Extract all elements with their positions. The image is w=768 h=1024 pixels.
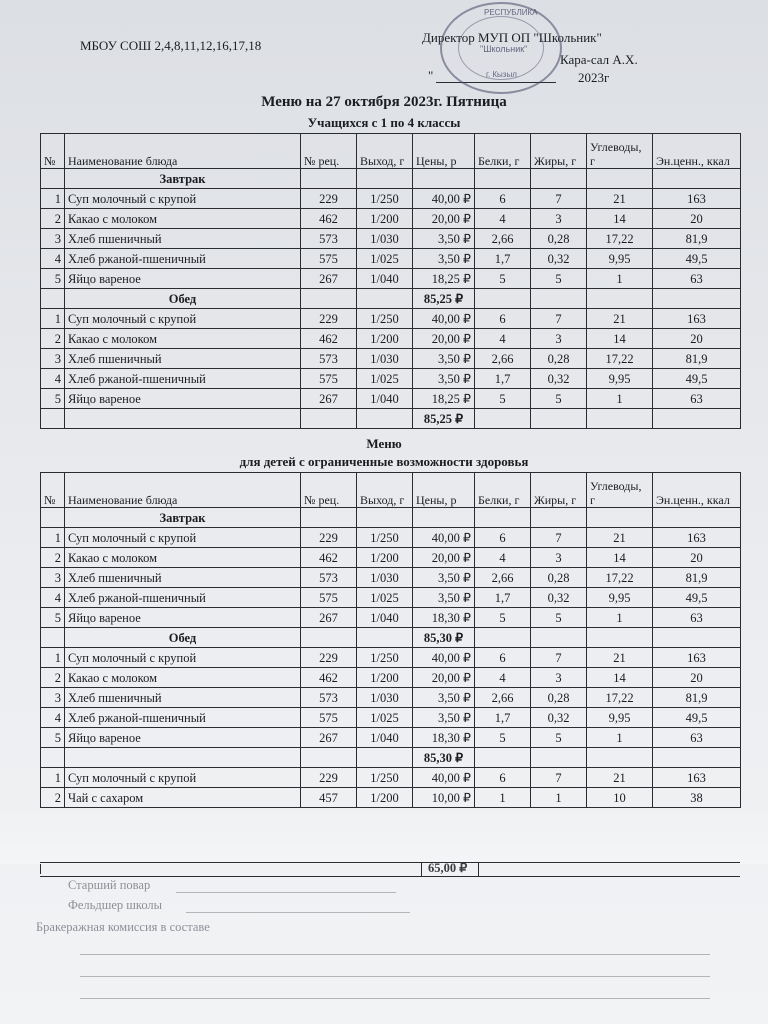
table-cell: 2,66 (475, 349, 531, 369)
table-cell: 5 (531, 728, 587, 748)
table-cell: 1 (531, 788, 587, 808)
menu2-subtitle: для детей с ограниченные возможности здоровья (239, 454, 529, 469)
table-cell: 3 (41, 229, 65, 249)
table-cell: 20 (653, 668, 741, 688)
table-cell: 1/040 (357, 728, 413, 748)
table-header-row (41, 134, 741, 169)
table-cell: 49,5 (653, 708, 741, 728)
table-cell: 163 (653, 768, 741, 788)
table-cell: 0,28 (531, 688, 587, 708)
table-cell: 7 (531, 528, 587, 548)
table-col-edge-2 (478, 862, 479, 876)
table-cell: 163 (653, 648, 741, 668)
column-header: Эн.ценн., ккал (653, 473, 741, 508)
table-cell: 575 (301, 249, 357, 269)
table-cell: 6 (475, 309, 531, 329)
menu-table-special-needs (40, 472, 741, 808)
table-cell: 1 (41, 528, 65, 548)
column-header: № рец. (301, 473, 357, 508)
table-cell: Какао с молоком (65, 548, 301, 568)
table-row (41, 668, 741, 688)
table-cell: 2,66 (475, 688, 531, 708)
table-cell: 5 (475, 389, 531, 409)
table-cell: 4 (475, 548, 531, 568)
section-row (41, 169, 741, 189)
table-cell: 1/030 (357, 568, 413, 588)
table-cell: 1/200 (357, 668, 413, 688)
table-cell: 7 (531, 648, 587, 668)
section-name: Завтрак (65, 508, 301, 528)
table-cell: 4 (475, 329, 531, 349)
table-cell: 21 (587, 768, 653, 788)
table-row (41, 309, 741, 329)
table-cell: 229 (301, 189, 357, 209)
table-cell: 1/250 (357, 768, 413, 788)
commission-line-3 (80, 998, 710, 999)
table-cell: 10,00 ₽ (413, 788, 475, 808)
table-cell: 21 (587, 648, 653, 668)
table-cell: Яйцо вареное (65, 269, 301, 289)
table-cell: 163 (653, 189, 741, 209)
table-cell: 20,00 ₽ (413, 209, 475, 229)
table-cell: 3,50 ₽ (413, 588, 475, 608)
partial-total: 65,00 ₽ (428, 861, 468, 875)
section-row (41, 748, 741, 768)
menu-title: Меню на 27 октября 2023г. Пятница (261, 94, 507, 110)
table-row (41, 369, 741, 389)
table-cell: 3 (531, 548, 587, 568)
table-cell: 573 (301, 688, 357, 708)
table-cell: 0,28 (531, 568, 587, 588)
table-cell: 4 (41, 708, 65, 728)
table-cell: 38 (653, 788, 741, 808)
column-header: Жиры, г (531, 134, 587, 169)
table-cell: 20,00 ₽ (413, 548, 475, 568)
table-cell: 18,25 ₽ (413, 389, 475, 409)
table-cell: 4 (475, 209, 531, 229)
table-cell: 9,95 (587, 588, 653, 608)
stamp-text-center: "Школьник" (480, 44, 528, 54)
column-header: Эн.ценн., ккал (653, 134, 741, 169)
table-cell: 63 (653, 389, 741, 409)
table-cell: Суп молочный с крупой (65, 528, 301, 548)
director-name: Кара-сал А.Х. (560, 52, 638, 67)
table-cell: 40,00 ₽ (413, 189, 475, 209)
table-cell: 1 (587, 389, 653, 409)
table-cell: 0,32 (531, 708, 587, 728)
table-cell: 3 (41, 688, 65, 708)
table-cell: Хлеб пшеничный (65, 568, 301, 588)
table-cell: 1/025 (357, 249, 413, 269)
table-cell: 5 (41, 608, 65, 628)
table-row (41, 548, 741, 568)
table-cell: 575 (301, 369, 357, 389)
table-cell: 229 (301, 648, 357, 668)
section-name: Обед (65, 628, 301, 648)
table-cell: 462 (301, 548, 357, 568)
table-cell: 40,00 ₽ (413, 648, 475, 668)
table-cell: 0,32 (531, 249, 587, 269)
column-header: № рец. (301, 134, 357, 169)
commission-label: Бракеражная комиссия в составе (36, 920, 210, 934)
table-cell: Какао с молоком (65, 668, 301, 688)
table-cell: 3,50 ₽ (413, 688, 475, 708)
table-cell: 1,7 (475, 369, 531, 389)
table-cell: 2 (41, 329, 65, 349)
table-cell: 1/030 (357, 229, 413, 249)
section-total (413, 508, 475, 528)
table-cell: 462 (301, 329, 357, 349)
table-row (41, 528, 741, 548)
column-header: Наименование блюда (65, 473, 301, 508)
table-cell: 6 (475, 648, 531, 668)
table-row (41, 269, 741, 289)
table-cell: 17,22 (587, 568, 653, 588)
table-cell: 2 (41, 209, 65, 229)
table-cell: 229 (301, 528, 357, 548)
table-cell: 1/040 (357, 269, 413, 289)
table-bottom-border-2 (40, 876, 740, 877)
table-cell: 5 (41, 269, 65, 289)
section-name (65, 748, 301, 768)
menu-table-grades-1-4 (40, 133, 741, 429)
table-cell: 1/200 (357, 548, 413, 568)
table-cell: 1/025 (357, 588, 413, 608)
table-cell: 5 (475, 728, 531, 748)
table-row (41, 728, 741, 748)
table-cell: 1/200 (357, 788, 413, 808)
table-cell: 0,28 (531, 229, 587, 249)
table-cell: 163 (653, 528, 741, 548)
table-cell: Яйцо вареное (65, 608, 301, 628)
table-row (41, 588, 741, 608)
table-cell: 1/025 (357, 369, 413, 389)
table-cell: 1/250 (357, 189, 413, 209)
column-header: № (41, 473, 65, 508)
table-cell: 10 (587, 788, 653, 808)
stamp-text-top: РЕСПУБЛИКА (484, 8, 538, 17)
table-cell: 1 (41, 309, 65, 329)
table-cell: 5 (41, 728, 65, 748)
table-cell: 267 (301, 728, 357, 748)
final-total-row (41, 409, 741, 429)
table-cell: 5 (41, 389, 65, 409)
table-cell: 1 (475, 788, 531, 808)
table-cell: 229 (301, 768, 357, 788)
table-cell: 63 (653, 728, 741, 748)
section-total: 85,30 ₽ (413, 628, 475, 648)
table-cell: Суп молочный с крупой (65, 309, 301, 329)
table-row (41, 189, 741, 209)
cook-signature-line (176, 892, 396, 893)
approval-year: 2023г (578, 70, 610, 85)
table-cell: 3,50 ₽ (413, 708, 475, 728)
table-cell: 1 (41, 648, 65, 668)
table-cell: 6 (475, 528, 531, 548)
table-cell: 1 (41, 768, 65, 788)
table-cell: Суп молочный с крупой (65, 768, 301, 788)
table-cell: Хлеб пшеничный (65, 349, 301, 369)
table-cell: 1/030 (357, 349, 413, 369)
table-cell: 2 (41, 548, 65, 568)
table-cell: 1/040 (357, 389, 413, 409)
table-cell: 18,30 ₽ (413, 728, 475, 748)
table-bottom-border (40, 862, 740, 863)
table-cell: 81,9 (653, 688, 741, 708)
cook-label: Старший повар (68, 878, 151, 892)
table-cell: 1,7 (475, 588, 531, 608)
table-row (41, 209, 741, 229)
table-cell: 3 (41, 568, 65, 588)
date-quote: " (428, 68, 434, 83)
table-cell: Яйцо вареное (65, 389, 301, 409)
table-cell: 17,22 (587, 229, 653, 249)
table-cell: Суп молочный с крупой (65, 648, 301, 668)
table-cell: 575 (301, 588, 357, 608)
table-cell: 18,25 ₽ (413, 269, 475, 289)
column-header: Белки, г (475, 134, 531, 169)
table-cell: 1/025 (357, 708, 413, 728)
column-header: Выход, г (357, 473, 413, 508)
signature-block (0, 862, 768, 1024)
table-row (41, 249, 741, 269)
column-header: Наименование блюда (65, 134, 301, 169)
table-row (41, 389, 741, 409)
table-cell: 14 (587, 668, 653, 688)
table-cell: 3 (41, 349, 65, 369)
table-cell: 457 (301, 788, 357, 808)
column-header: № (41, 134, 65, 169)
table-cell: 49,5 (653, 249, 741, 269)
table-cell: 267 (301, 608, 357, 628)
column-header: Выход, г (357, 134, 413, 169)
table-cell: 49,5 (653, 588, 741, 608)
table-cell: 3 (531, 209, 587, 229)
table-cell: 462 (301, 668, 357, 688)
table-cell: 7 (531, 309, 587, 329)
table-cell: Суп молочный с крупой (65, 189, 301, 209)
table-cell: 20 (653, 329, 741, 349)
table-cell: Хлеб ржаной-пшеничный (65, 369, 301, 389)
table-cell: 1/200 (357, 329, 413, 349)
school-name: МБОУ СОШ 2,4,8,11,12,16,17,18 (80, 38, 262, 53)
table-cell: 5 (531, 608, 587, 628)
menu-subtitle: Учащихся с 1 по 4 классы (307, 115, 461, 130)
table-cell: Яйцо вареное (65, 728, 301, 748)
table-col-edge (421, 862, 422, 876)
table-cell: 2 (41, 788, 65, 808)
table-cell: Хлеб ржаной-пшеничный (65, 249, 301, 269)
table-cell: 2,66 (475, 568, 531, 588)
table-cell: 4 (41, 249, 65, 269)
commission-line-2 (80, 976, 710, 977)
table-cell: 573 (301, 568, 357, 588)
column-header: Цены, р (413, 473, 475, 508)
page-fold-gap (0, 812, 768, 864)
table-cell: 21 (587, 528, 653, 548)
section-name: Обед (65, 289, 301, 309)
table-cell: 1 (587, 608, 653, 628)
table-cell: 81,9 (653, 229, 741, 249)
table-cell: 14 (587, 209, 653, 229)
table-cell: 40,00 ₽ (413, 768, 475, 788)
table-cell: 20 (653, 548, 741, 568)
table-row (41, 608, 741, 628)
table-cell: Хлеб пшеничный (65, 688, 301, 708)
table-cell: 9,95 (587, 249, 653, 269)
stamp-text-bottom: г. Кызыл (486, 70, 517, 79)
table-cell: 4 (41, 369, 65, 389)
table-cell: 163 (653, 309, 741, 329)
table-cell: 3 (531, 668, 587, 688)
table-cell: 4 (41, 588, 65, 608)
table-cell: 81,9 (653, 349, 741, 369)
table-cell: Чай с сахаром (65, 788, 301, 808)
table-row (41, 648, 741, 668)
table-cell: 462 (301, 209, 357, 229)
table-row (41, 688, 741, 708)
section-total (413, 169, 475, 189)
section-row (41, 289, 741, 309)
table-header-row (41, 473, 741, 508)
column-header: Цены, р (413, 134, 475, 169)
column-header: Углеводы, г (587, 473, 653, 508)
table-cell: 9,95 (587, 708, 653, 728)
table-cell: 575 (301, 708, 357, 728)
final-total: 85,25 ₽ (413, 409, 475, 429)
table-cell: 17,22 (587, 688, 653, 708)
section-row (41, 628, 741, 648)
table-row (41, 229, 741, 249)
table-cell: 7 (531, 189, 587, 209)
table-cell: 573 (301, 349, 357, 369)
table-cell: 3 (531, 329, 587, 349)
table-cell: 2,66 (475, 229, 531, 249)
table-cell: 1 (41, 189, 65, 209)
table-cell: 229 (301, 309, 357, 329)
table-cell: Хлеб ржаной-пшеничный (65, 708, 301, 728)
table-cell: 3,50 ₽ (413, 249, 475, 269)
table-cell: 5 (475, 269, 531, 289)
table-cell: 267 (301, 269, 357, 289)
table-cell: 573 (301, 229, 357, 249)
table-cell: 2 (41, 668, 65, 688)
table-cell: 40,00 ₽ (413, 528, 475, 548)
section-row (41, 508, 741, 528)
table-cell: 3,50 ₽ (413, 369, 475, 389)
menu2-title: Меню (366, 436, 402, 451)
table-row (41, 329, 741, 349)
section-total: 85,30 ₽ (413, 748, 475, 768)
table-cell: 0,32 (531, 369, 587, 389)
table-cell: 17,22 (587, 349, 653, 369)
table-cell: 14 (587, 548, 653, 568)
column-header: Жиры, г (531, 473, 587, 508)
table-row (41, 788, 741, 808)
table-cell: 1/250 (357, 309, 413, 329)
medic-label: Фельдшер школы (68, 898, 163, 912)
table-cell: 6 (475, 768, 531, 788)
table-cell: 20,00 ₽ (413, 668, 475, 688)
table-cell: 267 (301, 389, 357, 409)
table-cell: 49,5 (653, 369, 741, 389)
table-cell: 1/040 (357, 608, 413, 628)
section-total: 85,25 ₽ (413, 289, 475, 309)
table-cell: 1 (587, 728, 653, 748)
table-cell: 4 (475, 668, 531, 688)
table-cell: 1/030 (357, 688, 413, 708)
table-cell: 63 (653, 269, 741, 289)
table-cell: 1/250 (357, 528, 413, 548)
table-row (41, 708, 741, 728)
table-cell: 5 (475, 608, 531, 628)
table-cell: 63 (653, 608, 741, 628)
table-cell: Какао с молоком (65, 209, 301, 229)
table-cell: 5 (531, 389, 587, 409)
column-header: Углеводы, г (587, 134, 653, 169)
table-cell: 7 (531, 768, 587, 788)
table-cell: 1,7 (475, 249, 531, 269)
table-cell: 5 (531, 269, 587, 289)
table-cell: 0,28 (531, 349, 587, 369)
table-cell: 20,00 ₽ (413, 329, 475, 349)
table-cell: 14 (587, 329, 653, 349)
table-cell: 21 (587, 309, 653, 329)
table-cell: Хлеб пшеничный (65, 229, 301, 249)
table-cell: 20 (653, 209, 741, 229)
table-row (41, 768, 741, 788)
table-cell: 9,95 (587, 369, 653, 389)
official-stamp (440, 2, 562, 94)
table-cell: 1 (587, 269, 653, 289)
table-cell: 40,00 ₽ (413, 309, 475, 329)
column-header: Белки, г (475, 473, 531, 508)
table-cell: 6 (475, 189, 531, 209)
table-cell: 21 (587, 189, 653, 209)
table-cell: 81,9 (653, 568, 741, 588)
table-cell: Какао с молоком (65, 329, 301, 349)
table-row (41, 568, 741, 588)
table-cell: Хлеб ржаной-пшеничный (65, 588, 301, 608)
table-cell: 3,50 ₽ (413, 229, 475, 249)
table-cell: 3,50 ₽ (413, 568, 475, 588)
table-cell: 1/250 (357, 648, 413, 668)
table-row (41, 349, 741, 369)
table-cell: 1/200 (357, 209, 413, 229)
table-cell: 18,30 ₽ (413, 608, 475, 628)
table-left-edge (40, 864, 41, 874)
commission-line-1 (80, 954, 710, 955)
table-cell: 0,32 (531, 588, 587, 608)
director-title: Директор МУП ОП "Школьник" (422, 30, 602, 45)
section-name: Завтрак (65, 169, 301, 189)
table-cell: 3,50 ₽ (413, 349, 475, 369)
medic-signature-line (186, 912, 410, 913)
table-cell: 1,7 (475, 708, 531, 728)
